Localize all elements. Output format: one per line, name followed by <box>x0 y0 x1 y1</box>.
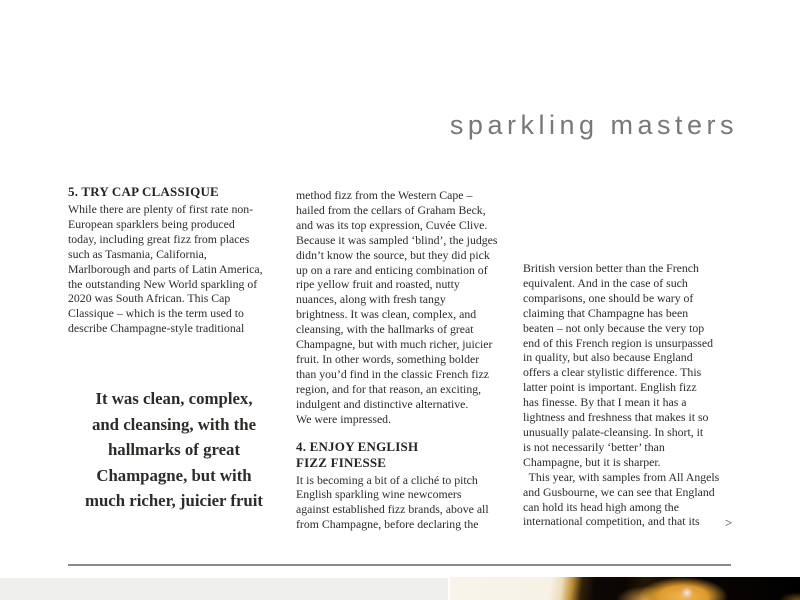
pull-quote: It was clean, complex, and cleansing, with the hallmarks of great Champagne, but with much richer, juicier fruit <box>84 389 264 511</box>
body-text-middle-2: It is becoming a bit of a cliché to pitch English sparkling wine newcomers against established fizz brands, above all from Champagne, before declaring the <box>296 472 489 532</box>
body-text-right: British version better than the French equivalent. And in the case of such comparisons, one should be wary of claiming that Champagne has been beaten – not only because the very top end of this French region is unsurpassed in quality, but also because England offers a clear stylistic difference. This latter point is important. English fizz has finesse. By that I mean it has a lightness and freshness that makes it so unusually palate-cleansing. In short, it is not necessarily ‘better’ than Champagne, but it is sharper. This year, with samples from All Angels and Gusbourne, we can see that England can hold its head high among the international competition, and that its <box>523 261 720 529</box>
body-text-left: While there are plenty of first rate non- European sparklers being produced today, including great fizz from places such as Tasmania, California, Marlborough and parts of Latin America, the outstanding New World sparkling of 2020 was South African. This Cap Classique – which is the term used to describe Champagne-style traditional <box>68 202 263 336</box>
column-right <box>523 259 737 529</box>
column-left <box>68 184 280 514</box>
body-text-middle: method fizz from the Western Cape – hailed from the cellars of Graham Beck, and was its top expression, Cuvée Clive. Because it was sampled ‘blind’, the judges didn’t know the source, but they did pick up on a rare and enticing combination of ripe yellow fruit and roasted, nutty nuances, along with fresh tangy brightness. It was clean, complex, and cleansing, with the hallmarks of great Champagne, but with much richer, juicier fruit. In other words, something bolder than you’d find in the classic French fizz region, and for that reason, an exciting, indulgent and distinctive alternative. We were impressed. <box>296 188 498 426</box>
section-heading-cap-classique: 5. TRY CAP CLASSIQUE <box>68 184 219 199</box>
bottom-gray-strip <box>0 578 448 600</box>
page-title: sparkling masters <box>449 110 738 140</box>
column-middle <box>296 186 510 532</box>
bottom-photo <box>450 577 800 600</box>
footer-rule <box>68 564 731 566</box>
section-heading-fizz-finesse: 4. ENJOY ENGLISH FIZZ FINESSE <box>296 438 419 470</box>
continued-marker: > <box>725 515 733 530</box>
